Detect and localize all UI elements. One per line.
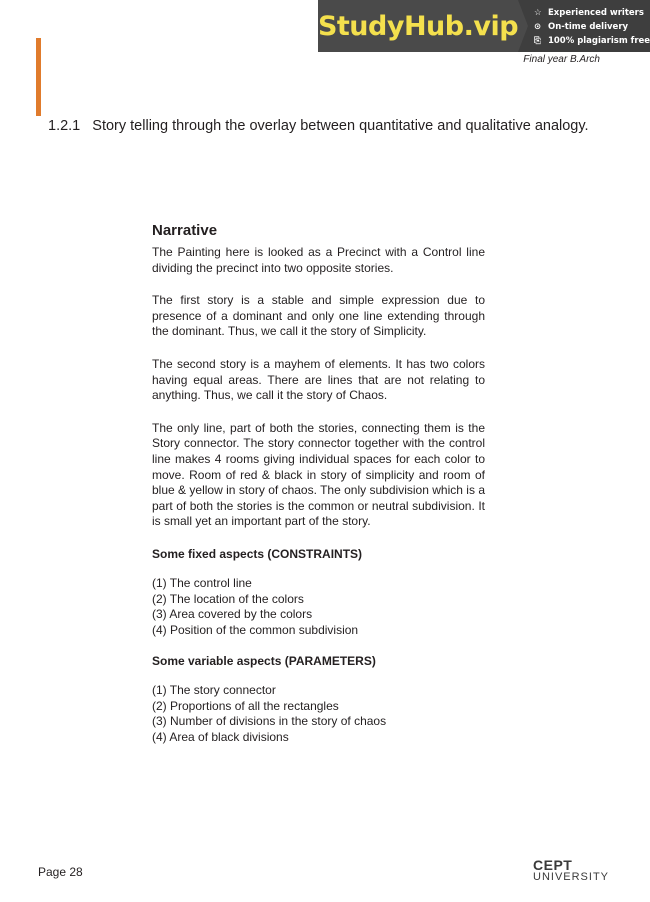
logo-line-2: UNIVERSITY [533,871,610,883]
banner-feature-item [534,20,650,34]
banner-features [518,0,650,52]
banner-feature-item [534,6,650,20]
banner-feature-label: 100% plagiarism free [547,36,650,46]
narrative-paragraph: The only line, part of both the stories, connecting them is the Story connector. The story connector together with the control line makes 4 rooms giving individual spaces for each color to move. Room of red & black in story of simplicity and room of blue & yellow in story of chaos. The only subdivision which is a part of both the stories is the common or neutral subdivision. It is small yet an important part of the story. [152,420,485,529]
list-item: (3) Number of divisions in the story of chaos [152,714,387,729]
list-item: (1) The control line [152,575,252,590]
narrative-paragraph: The Painting here is looked as a Precinct with a Control line dividing the precinct into two opposite stories. [152,245,485,275]
list-item: (4) Position of the common subdivision [152,622,359,637]
logo-line-1: CEPT [533,857,573,873]
narrative-content [152,222,485,762]
accent-bar [36,38,41,116]
cept-university-logo [533,857,610,883]
year-label: Final year B.Arch [523,54,600,65]
parameters-heading: Some variable aspects (PARAMETERS) [152,654,376,669]
banner-feature-label: On-time delivery [547,22,629,32]
studyhub-logo[interactable] [318,0,518,52]
section-heading [48,118,589,134]
constraints-list [152,576,485,638]
clock-icon: ⊙ [534,22,542,32]
narrative-heading: Narrative [152,222,218,239]
list-item: (3) Area covered by the colors [152,607,313,622]
copy-icon: ⎘ [534,36,541,46]
banner-arrow-shape [518,0,528,52]
list-item: (2) The location of the colors [152,591,304,606]
banner-feature-item [534,34,650,48]
page-number: Page 28 [38,865,83,879]
promo-banner[interactable] [317,0,650,52]
section-number: 1.2.1 [48,118,81,134]
narrative-paragraph: The first story is a stable and simple expression due to presence of a dominant and only one line extending through the dominant. Thus, we call it the story of Simplicity. [152,293,485,339]
list-item: (1) The story connector [152,683,276,698]
studyhub-logo-text: StudyHub.vip [317,10,519,42]
parameters-list [152,683,485,745]
constraints-heading: Some fixed aspects (CONSTRAINTS) [152,546,363,561]
star-icon: ☆ [534,8,542,18]
list-item: (2) Proportions of all the rectangles [152,698,339,713]
banner-feature-label: Experienced writers [547,8,644,18]
narrative-paragraph: The second story is a mayhem of elements. It has two colors having equal areas. There are lines that are not relating to anything. Thus, we call it the story of Chaos. [152,356,485,403]
list-item: (4) Area of black divisions [152,730,289,745]
section-title: Story telling through the overlay between quantitative and qualitative analogy. [92,118,589,134]
